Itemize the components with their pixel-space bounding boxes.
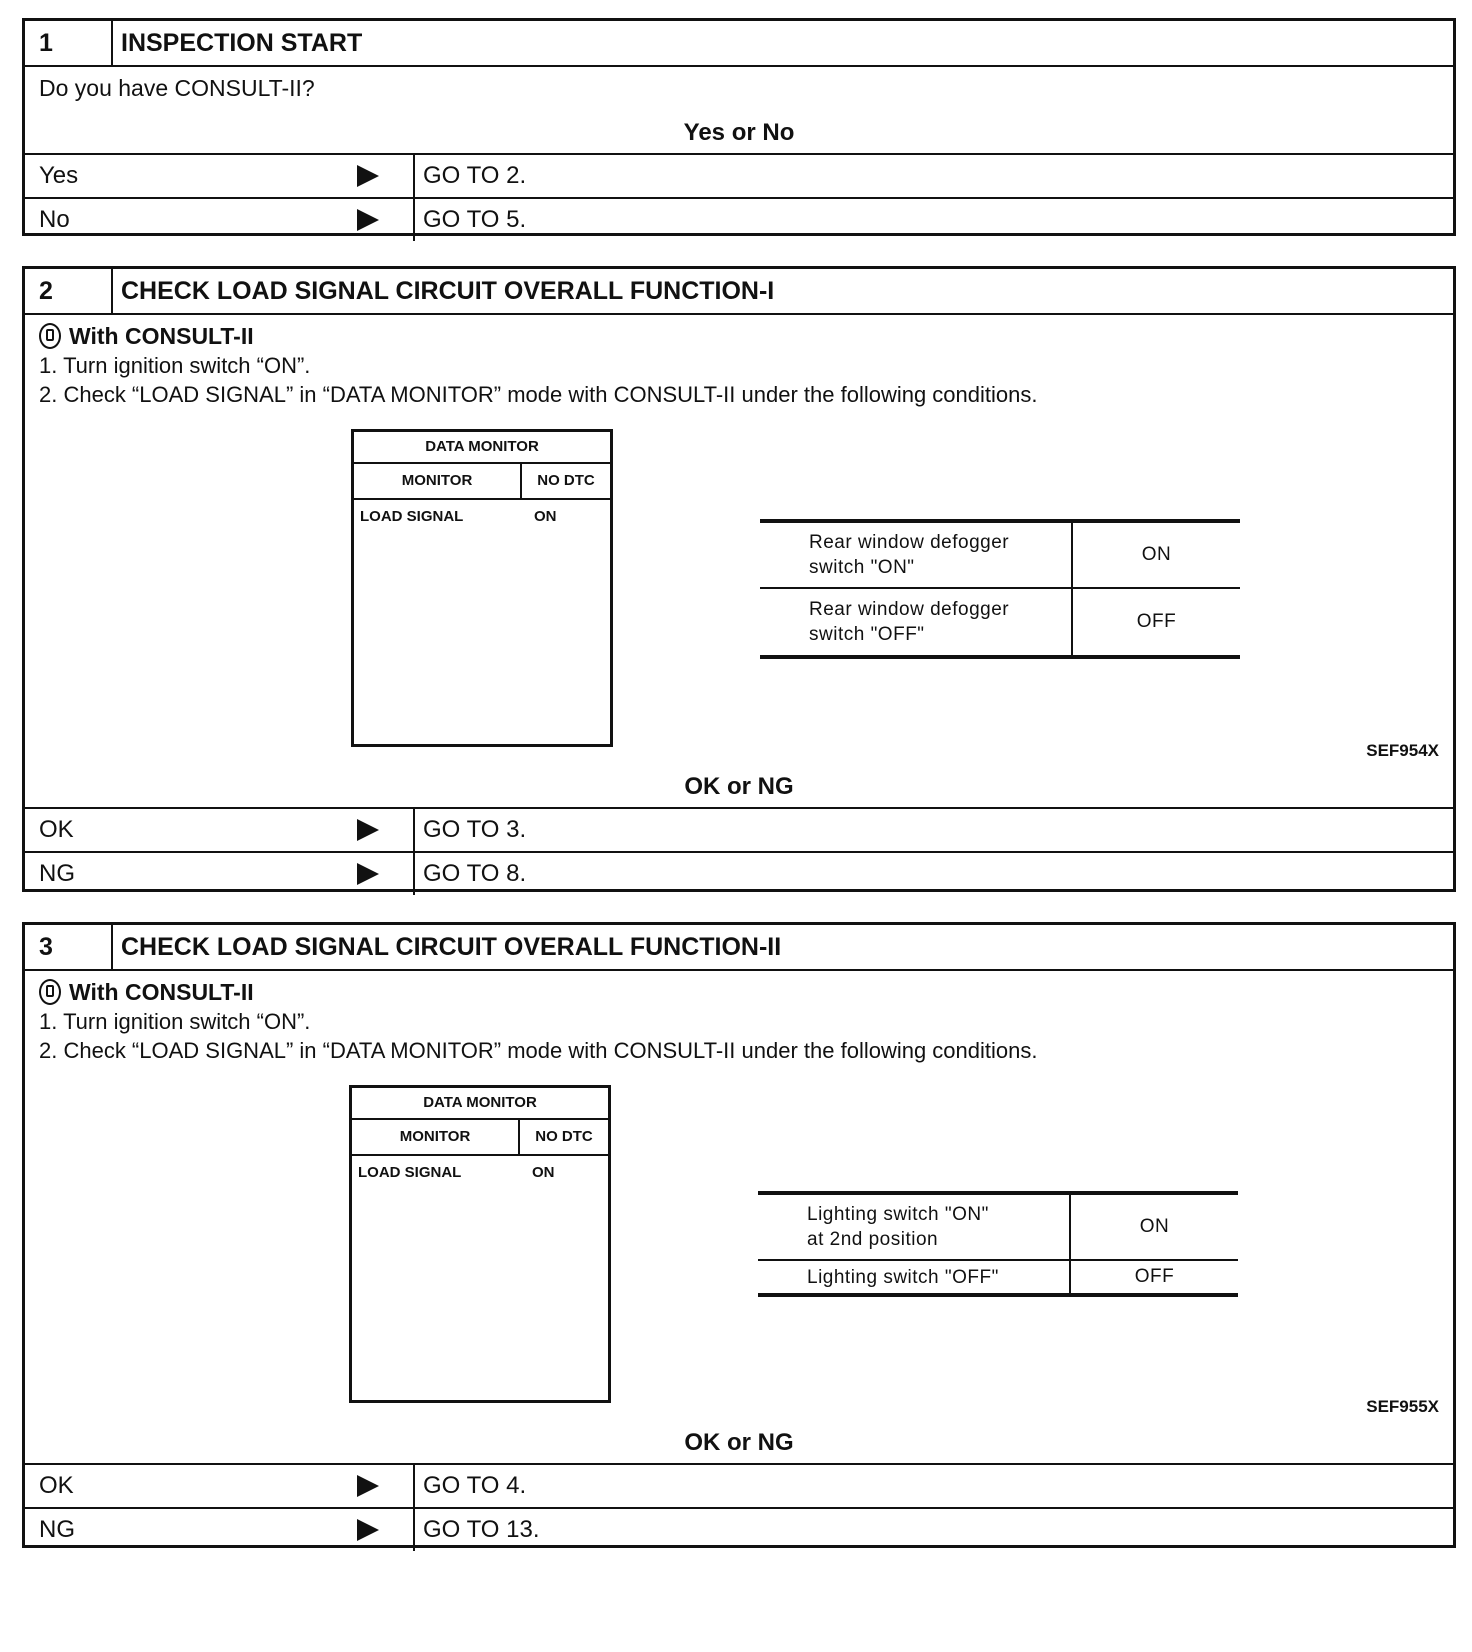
condition-label: Lighting switch "OFF": [758, 1261, 1071, 1293]
data-monitor-header: [352, 1120, 608, 1156]
result-row-ng[interactable]: [25, 1507, 1453, 1551]
row-action: GO TO 5.: [423, 206, 527, 233]
condition-label: Rear window defogger switch "OFF": [760, 589, 1073, 655]
step-3: [22, 922, 1456, 1548]
condition-row: [758, 1259, 1238, 1293]
step-2: [22, 266, 1456, 892]
row-action: GO TO 3.: [423, 816, 527, 843]
condition-label: Lighting switch "ON" at 2nd position: [758, 1195, 1071, 1259]
row-label: OK: [39, 816, 74, 843]
condition-value: OFF: [1136, 611, 1177, 632]
row-action: GO TO 2.: [423, 162, 527, 189]
instruction-2: 2. Check “LOAD SIGNAL” in “DATA MONITOR” mode with CONSULT-II under the following conditions.: [39, 1038, 1038, 1063]
instruction-1: 1. Turn ignition switch “ON”.: [39, 353, 311, 378]
row-label: NG: [39, 860, 75, 887]
with-consult-label: [25, 321, 1453, 351]
conditions-table: [760, 519, 1240, 659]
instruction-2: 2. Check “LOAD SIGNAL” in “DATA MONITOR” mode with CONSULT-II under the following conditions.: [39, 382, 1038, 407]
step-number: 2: [25, 269, 113, 313]
condition-value: ON: [1139, 1216, 1170, 1237]
data-monitor-screen: [349, 1085, 611, 1403]
data-monitor-row: [354, 500, 610, 525]
arrow-right-icon: [357, 819, 379, 841]
step-header: [25, 269, 1453, 315]
step-number: 3: [25, 925, 113, 969]
data-monitor-row: [352, 1156, 608, 1181]
row-label: NG: [39, 1516, 75, 1543]
result-row-ng[interactable]: [25, 851, 1453, 895]
row-label: OK: [39, 1472, 74, 1499]
result-label: OK or NG: [684, 1429, 794, 1456]
step-header: [25, 21, 1453, 67]
step-title: CHECK LOAD SIGNAL CIRCUIT OVERALL FUNCTION-II: [121, 933, 782, 961]
question-text: Do you have CONSULT-II?: [39, 75, 315, 101]
with-consult-text: With CONSULT-II: [69, 978, 254, 1005]
condition-row: [758, 1195, 1238, 1259]
condition-label: Rear window defogger switch "ON": [760, 523, 1073, 587]
row-action: GO TO 8.: [423, 860, 527, 887]
data-monitor-header: [354, 464, 610, 500]
step-body: [25, 321, 1453, 767]
condition-value: ON: [1141, 544, 1172, 565]
step-number: 1: [25, 21, 113, 65]
no-dtc-column-header: NO DTC: [535, 1128, 593, 1145]
no-dtc-column-header: NO DTC: [537, 472, 595, 489]
result-label: OK or NG: [684, 773, 794, 800]
condition-row: [760, 587, 1240, 655]
with-consult-text: With CONSULT-II: [69, 322, 254, 349]
row-label: Yes: [39, 162, 79, 189]
monitor-item: LOAD SIGNAL: [360, 508, 464, 525]
result-row-ok[interactable]: [25, 1463, 1453, 1507]
result-label: Yes or No: [683, 119, 795, 146]
monitor-item: LOAD SIGNAL: [358, 1164, 462, 1181]
consult-tool-icon: [39, 323, 61, 349]
step-title: CHECK LOAD SIGNAL CIRCUIT OVERALL FUNCTION-I: [121, 277, 775, 305]
step-header: [25, 925, 1453, 971]
arrow-right-icon: [357, 863, 379, 885]
conditions-table: [758, 1191, 1238, 1297]
data-monitor-title: DATA MONITOR: [354, 432, 610, 464]
figure-id: SEF955X: [1366, 1397, 1439, 1416]
consult-tool-icon: [39, 979, 61, 1005]
data-monitor-title: DATA MONITOR: [352, 1088, 608, 1120]
figure-id: SEF954X: [1366, 741, 1439, 760]
monitor-column-header: MONITOR: [354, 464, 522, 498]
data-monitor-screen: [351, 429, 613, 747]
condition-value: OFF: [1134, 1266, 1175, 1287]
monitor-value: ON: [532, 1164, 555, 1181]
arrow-right-icon: [357, 1475, 379, 1497]
result-row-no[interactable]: [25, 197, 1453, 241]
step-body: [25, 977, 1453, 1423]
arrow-right-icon: [357, 209, 379, 231]
with-consult-label: [25, 977, 1453, 1007]
row-action: GO TO 4.: [423, 1472, 527, 1499]
monitor-column-header: MONITOR: [352, 1120, 520, 1154]
result-row-ok[interactable]: [25, 807, 1453, 851]
monitor-value: ON: [534, 508, 557, 525]
result-row-yes[interactable]: [25, 153, 1453, 197]
arrow-right-icon: [357, 165, 379, 187]
step-1: [22, 18, 1456, 236]
row-label: No: [39, 206, 70, 233]
row-action: GO TO 13.: [423, 1516, 540, 1543]
instruction-1: 1. Turn ignition switch “ON”.: [39, 1009, 311, 1034]
condition-row: [760, 523, 1240, 587]
arrow-right-icon: [357, 1519, 379, 1541]
step-title: INSPECTION START: [121, 29, 363, 57]
